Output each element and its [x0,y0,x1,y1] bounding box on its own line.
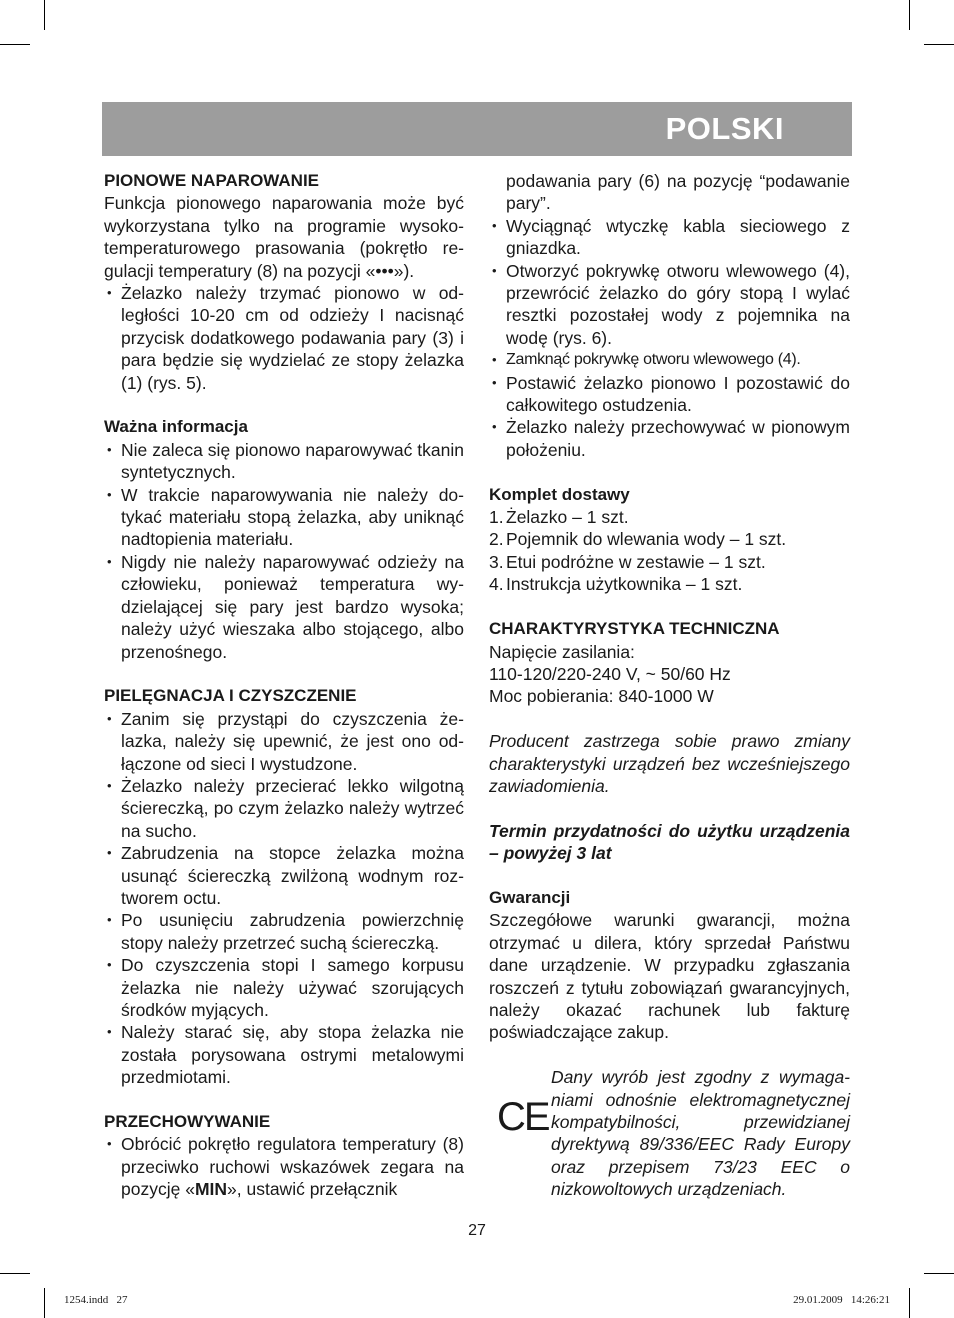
list-item: • Nie zaleca się pionowo naparowywać tkanin syntetycznych. [104,439,464,484]
storage-list-continued [489,170,850,461]
storage-text-pre: Obrócić pokrętło regulatora temperatury (8) przeciwko ruchowi wskazówek zegara na pozycję « [121,1134,464,1200]
vertical-steam-paragraph: Funkcja pionowego naparowania może być wykorzystana tylko na programie wysokotemperaturowego prasowania (pokrętło regulacji temperatury (8) na pozycji «•••»). [104,193,464,281]
warranty-paragraph: Szczegółowe warunki gwarancji, można otrzymać u dilera, który sprzedał Państwu dane urządzenie. W przypadku zgłaszania roszczeń z tytułu zobowiązań gwarancyjnych, należy okazać rachunek lub fakturę poświadczające zakup. [489,910,850,1043]
list-item: 4. Instrukcja użytkownika – 1 szt. [489,574,743,595]
list-item: • Wyciągnąć wtyczkę kabla sieciowego z gniazdka. [489,215,850,260]
crop-mark [924,1273,954,1274]
tech-power: Moc pobierania: 840-1000 W [489,686,714,707]
crop-mark [0,44,30,45]
section-heading-tech-specs: CHARAKTYRYSTYKA TECHNICZNA [489,619,780,639]
important-info-list [104,439,464,663]
list-item: • Zanim się przystąpi do czyszczenia żelazka, należy się upewnić, że jest ono odłączone od sieci I wystudzone. [104,708,464,775]
list-item: 1. Żelazko – 1 szt. [489,507,629,528]
list-item: • Zamknąć pokrywkę otworu wlewowego (4). [489,349,850,371]
list-item: podawania pary (6) na pozycję “podawanie pary”. [506,171,850,214]
section-heading-care-cleaning: PIELĘGNACJA I CZYSZCZENIE [104,686,357,706]
tech-voltage-label: Napięcie zasilania: [489,641,635,662]
list-item: • Żelazko należy przechowywać w pionowym położeniu. [489,416,850,461]
list-item: • Należy starać się, aby stopa żelazka nie została porysowana ostrymi metalowymi przedmiotami. [104,1021,464,1088]
list-item: 2. Pojemnik do wlewania wody – 1 szt. [489,529,787,550]
section-heading-kit: Komplet dostawy [489,484,630,504]
list-item: • Po usunięciu zabrudzenia powierzchnię stopy należy przetrzeć suchą ściereczką. [104,909,464,954]
language-title: POLSKI [665,111,784,146]
right-column [489,170,850,1201]
vertical-steam-list [104,282,464,394]
ce-compliance-block [489,1066,850,1200]
ce-mark-icon: CE [497,1095,549,1140]
crop-mark [909,0,910,30]
storage-text-min: MIN [194,1179,228,1200]
language-header-bar [102,102,852,156]
kit-list [489,506,850,596]
producer-note: Producent zastrzega sobie prawo zmiany charakterystyki urządzeń bez wcześniejszego zawiadomienia. [489,731,850,796]
list-item: • W trakcie naparowywania nie należy dotykać materiału stopą żelazka, aby uniknąć nadtopienia materiału. [104,484,464,551]
crop-mark [909,1288,910,1318]
list-item [104,1133,464,1200]
list-item: • Żelazko należy trzymać pionowo w odległości 10-20 cm od odzieży I nacisnąć przycisk dodatkowego podawania pary (3) i para będzie się wydzielać ze stopy żelazka (1) (rys. 5). [104,282,464,394]
tech-voltage-value: 110-120/220-240 V, ~ 50/60 Hz [489,663,731,684]
section-heading-important-info: Ważna informacja [104,417,248,437]
ce-compliance-text: Dany wyrób jest zgodny z wymaganiami odnośnie elektromagnetycznej kompatybilności, przewidzianej dyrektywą 89/336/EEC Rady Europy oraz przepisem 73/23 EEC o nizkowoltowych urządzeniach. [551,1067,850,1200]
list-item: • Otworzyć pokrywkę otworu wlewowego (4), przewrócić żelazko do góry stopą I wylać resztki pozostałej wody z pojemnika na wodę (rys. 6). [489,260,850,350]
crop-mark [44,0,45,30]
list-item: • Postawić żelazko pionowo I pozostawić do całkowitego ostudzenia. [489,372,850,417]
section-heading-storage: PRZECHOWYWANIE [104,1112,271,1132]
list-item: • Żelazko należy przecierać lekko wilgotną ściereczką, po czym żelazko należy wytrzeć na sucho. [104,775,464,842]
list-item: 3. Etui podróżne w zestawie – 1 szt. [489,551,766,572]
list-item: • Zabrudzenia na stopce żelazka można usunąć ściereczką zwilżoną wodnym roztworem octu. [104,842,464,909]
print-timestamp: 29.01.2009 14:26:21 [793,1294,890,1306]
list-item: • Do czyszczenia stopi I samego korpusu żelazka nie należy używać szorujących środków myjących. [104,954,464,1021]
left-column [104,170,464,1201]
care-cleaning-list [104,708,464,1089]
section-heading-warranty: Gwarancji [489,887,571,907]
crop-mark [0,1273,30,1274]
storage-list [104,1133,464,1200]
crop-mark [44,1288,45,1318]
crop-mark [924,44,954,45]
service-life-note: Termin przydatności do użytku urządzenia – powyżej 3 lat [489,820,850,864]
list-item: • Nigdy nie należy naparowywać odzieży na człowieku, ponieważ temperatura wydzielającej się pary jest bardzo wysoka; należy użyć wieszaka albo stojącego, albo przenośnego. [104,551,464,663]
storage-text-post: », ustawić przełącznik [227,1179,398,1200]
page-number: 27 [468,1222,486,1239]
section-heading-vertical-steam: PIONOWE NAPAROWANIE [104,171,320,190]
print-file-info: 1254.indd 27 [64,1294,128,1306]
